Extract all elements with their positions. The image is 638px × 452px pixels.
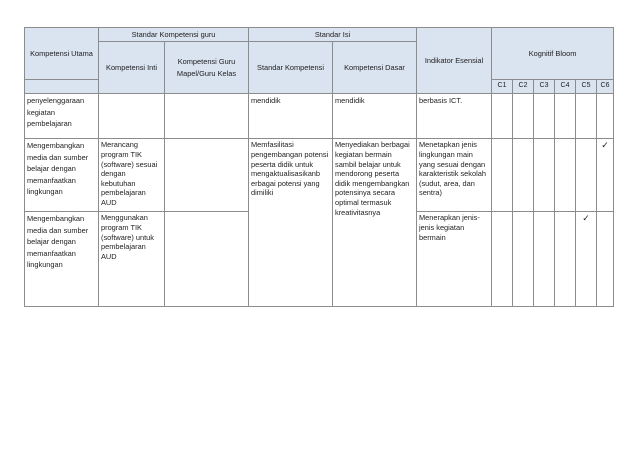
cell-kompetensi-inti: Merancang program TIK (software) sesuai dengan kebutuhan pembelajaran AUD <box>99 139 165 212</box>
table-row <box>25 139 614 212</box>
header-level-c5: C5 <box>576 80 597 94</box>
header-kompetensi-utama: Kompetensi Utama <box>25 28 99 80</box>
cell-c3 <box>534 94 555 139</box>
header-level-c3: C3 <box>534 80 555 94</box>
cell-c3 <box>534 139 555 212</box>
cell-c2 <box>513 94 534 139</box>
header-kompetensi-inti: Kompetensi Inti <box>99 42 165 94</box>
header-kompetensi-dasar: Kompetensi Dasar <box>333 42 417 94</box>
cell-kompetensi-dasar: mendidik <box>333 94 417 139</box>
cell-kompetensi-utama: Mengembangkan media dan sumber belajar dengan memanfaatkan lingkungan <box>25 139 99 212</box>
cell-kompetensi-dasar: Menyediakan berbagai kegiatan bermain sambil belajar untuk mendorong peserta didik mengembangkan potensinya secara optimal termasuk kreativitasnya <box>333 139 417 307</box>
header-indikator-esensial: Indikator Esensial <box>417 28 492 94</box>
cell-c1 <box>492 94 513 139</box>
cell-c1 <box>492 139 513 212</box>
cell-c4 <box>555 94 576 139</box>
competency-table <box>24 27 614 307</box>
header-kompetensi-guru: Kompetensi Guru Mapel/Guru Kelas <box>165 42 249 94</box>
cell-kompetensi-utama: Mengembangkan media dan sumber belajar dengan memanfaatkan lingkungan <box>25 212 99 307</box>
cell-c5 <box>576 94 597 139</box>
header-level-c1: C1 <box>492 80 513 94</box>
cell-c6 <box>597 94 614 139</box>
cell-c4 <box>555 212 576 307</box>
cell-standar-kompetensi: mendidik <box>249 94 333 139</box>
cell-c2 <box>513 139 534 212</box>
cell-kompetensi-inti: Menggunakan program TIK (software) untuk pembelajaran AUD <box>99 212 165 307</box>
header-standar-kompetensi: Standar Kompetensi <box>249 42 333 94</box>
header-level-c2: C2 <box>513 80 534 94</box>
table-row <box>25 94 614 139</box>
check-icon: ✓ <box>597 139 614 212</box>
cell-c5 <box>576 139 597 212</box>
cell-c3 <box>534 212 555 307</box>
header-level-c4: C4 <box>555 80 576 94</box>
cell-kompetensi-inti <box>99 94 165 139</box>
cell-standar-kompetensi: Memfasilitasi pengembangan potensi peserta didik untuk mengaktualisasikanb erbagai potensi yang dimiliki <box>249 139 333 307</box>
header-kognitif-bloom: Kognitif Bloom <box>492 28 614 80</box>
cell-indikator: berbasis ICT. <box>417 94 492 139</box>
header-level-c6: C6 <box>597 80 614 94</box>
cell-c4 <box>555 139 576 212</box>
header-standar-isi: Standar Isi <box>249 28 417 42</box>
cell-indikator: Menetapkan jenis lingkungan main yang sesuai dengan karakteristik sekolah (sudut, area, dan sentra) <box>417 139 492 212</box>
cell-c1 <box>492 212 513 307</box>
cell-c2 <box>513 212 534 307</box>
cell-kompetensi-guru <box>165 139 249 212</box>
check-icon: ✓ <box>576 212 597 307</box>
cell-c6 <box>597 212 614 307</box>
header-standar-kompetensi-guru: Standar Kompetensi guru <box>99 28 249 42</box>
cell-kompetensi-utama: penyelenggaraan kegiatan pembelajaran <box>25 94 99 139</box>
header-kompetensi-utama-cont <box>25 80 99 94</box>
cell-kompetensi-guru <box>165 94 249 139</box>
cell-kompetensi-guru <box>165 212 249 307</box>
cell-indikator: Menerapkan jenis-jenis kegiatan bermain <box>417 212 492 307</box>
table-header <box>25 28 614 94</box>
